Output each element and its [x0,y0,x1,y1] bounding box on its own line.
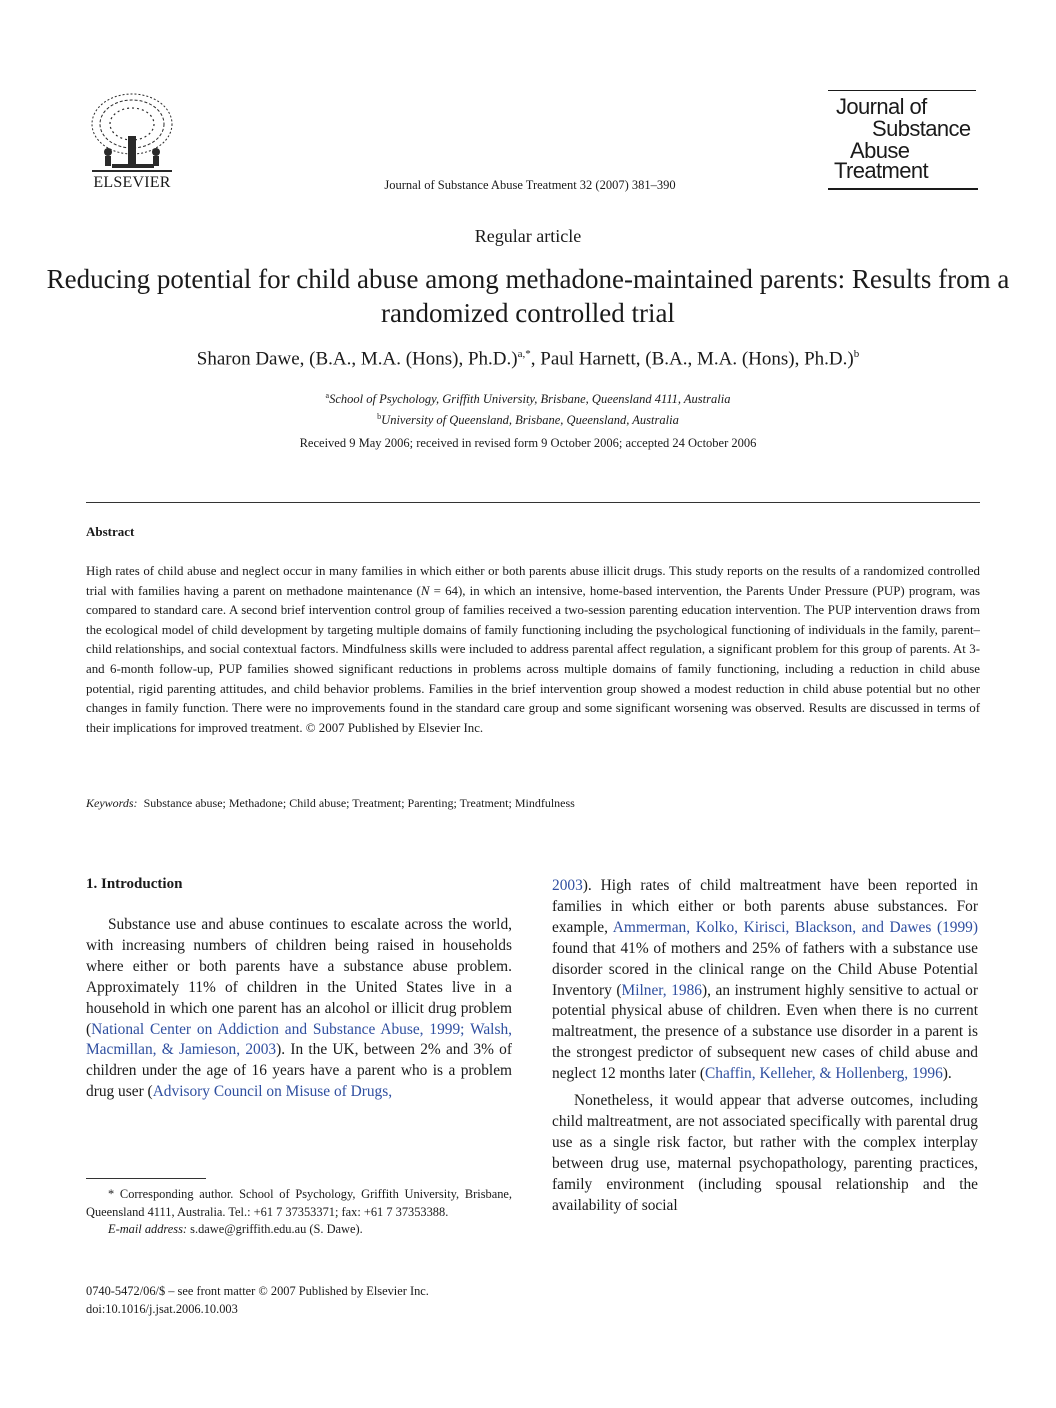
section-heading: 1. Introduction [86,876,183,892]
article-type: Regular article [474,226,582,246]
affiliation-text: School of Psychology, Griffith University, Brisbane, Queensland 4111, Australia [329,392,731,407]
affiliations [40,387,1016,429]
journal-logo-line: Treatment [834,158,929,183]
affiliation-text: University of Queensland, Brisbane, Queensland, Australia [381,413,679,428]
citation-link[interactable]: Milner, 1986 [621,981,702,999]
paragraph-text: ), an instrument highly sensitive to actual or potential physical abuse of children. Even when there is no current maltreatment, the presence of a substance use disorder in a parent is the strongest predictor of subsequent new cases of child abuse and neglect 12 months later ( [552,981,978,1083]
journal-logo-top-rule [828,90,976,91]
abstract-text-part: = 64), in which an intensive, home-based intervention, the Parents Under Pressure (PUP) program, was compared to standard care. A second brief intervention control group of families received a two-session parenting education intervention. The PUP intervention draws from the ecological model of child development by targeting multiple domains of family functioning including the psychological functioning of individuals in the family, parent–child relationships, and social contextual factors. Mindfulness skills were included to address parental affect regulation, a significant problem for this group of parents. At 3- and 6-month follow-up, PUP families showed significant reductions in problems across multiple domains of family functioning, including a reduction in child abuse potential, rigid parenting attitudes, and child behavior problems. Families in the brief intervention group showed a modest reduction in child abuse potential but no other changes in family function. There were no improvements found in the standard care group and some significant worsening was observed. Results are discussed in terms of their implications for improved treatment. © 2007 Published by Elsevier Inc. [86,583,980,735]
email-address[interactable]: s.dawe@griffith.edu.au (S. Dawe). [190,1222,363,1236]
citation-link[interactable]: 2003 [552,877,583,894]
affiliation-mark: b [377,412,382,422]
journal-logo-line: Substance [872,116,971,141]
abstract-body [86,562,980,738]
paragraph-text: Substance use and abuse continues to escalate across the world, with increasing numbers of children being raised in households where either or both parents have a substance abuse problem. Approximately 11% of children in the United States live in a household in which one parent has an alcohol or illicit drug problem ( [86,916,512,1038]
received-dates: Received 9 May 2006; received in revised form 9 October 2006; accepted 24 October 2006 [299,436,757,450]
abstract-heading: Abstract [86,524,135,539]
article-title: Reducing potential for child abuse among methadone-maintained parents: Results from a randomized controlled trial [46,264,1010,328]
author-name: Sharon Dawe, (B.A., M.A. (Hons), Ph.D.) [196,348,518,370]
doi-line[interactable]: doi:10.1016/j.jsat.2006.10.003 [86,1302,238,1316]
paragraph-text: found that 41% of mothers and 25% of fathers with a substance use disorder scored in the clinical range on the Child Abuse Potential Inventory ( [552,939,978,999]
citation-link[interactable]: National Center on Addiction and Substance Abuse, 1999; Walsh, Macmillan, & Jamieson, 2003 [86,1020,512,1059]
author-list: Sharon Dawe, (B.A., M.A. (Hons), Ph.D.)$^{a,*}$, Paul Harnett, (B.A., M.A. (Hons), Ph.D.)$^b$ [196,348,860,370]
issn-doi [86,1282,512,1318]
corresponding-author-footnote [86,1186,512,1239]
journal-logo [828,90,978,190]
paragraph [86,915,512,1103]
author-affiliation-mark: a,* [517,348,531,360]
keywords-list: Substance abuse; Methadone; Child abuse; Treatment; Parenting; Treatment; Mindfulness [143,796,575,810]
paragraph-text: ). In the UK, between 2% and 3% of children under the age of 16 years have a parent who is a problem drug user ( [86,1041,512,1101]
author-name: Paul Harnett, (B.A., M.A. (Hons), Ph.D.) [540,348,854,370]
journal-logo-line: Abuse [850,138,910,163]
sample-size-symbol: N [420,583,430,598]
affiliation-mark: a [325,391,330,400]
affiliation [40,408,1016,429]
paragraph-text: ). High rates of child maltreatment have been reported in families in which either or both parents abuse substances. For example, [552,877,978,936]
journal-logo-bottom-rule [828,188,978,190]
author-affiliation-mark: b [853,348,860,360]
email-label: E-mail address: [108,1222,188,1236]
intro-left-column [86,915,512,1103]
paragraph: Nonetheless, it would appear that adverse outcomes, including child maltreatment, are not associated specifically with parental drug use as a single risk factor, but rather with the complex interplay between drug use, maternal psychopathology, parenting practices, family environment (including spousal relationship and the availability of social [552,1092,978,1214]
citation-link[interactable]: Advisory Council on Misuse of Drugs, [152,1083,393,1101]
paragraph [552,876,978,1085]
citation-link[interactable]: Chaffin, Kelleher, & Hollenberg, 1996 [705,1065,943,1083]
issn-line: 0740-5472/06/$ – see front matter © 2007 Published by Elsevier Inc. [86,1284,429,1298]
footnote-text: * Corresponding author. School of Psychology, Griffith University, Brisbane, Queensland 4111, Australia. Tel.: +61 7 37353371; fax: +61 7 37353388. [86,1187,512,1219]
keywords [86,796,980,811]
publisher-name: ELSEVIER [93,174,171,191]
journal-citation: Journal of Substance Abuse Treatment 32 (2007) 381–390 [384,178,676,192]
email-line [86,1221,512,1239]
intro-right-column [552,876,978,1217]
affiliation [40,387,1016,408]
citation-link[interactable]: Ammerman, Kolko, Kirisci, Blackson, and Dawes (1999) [612,918,978,936]
journal-logo-line: Journal of [836,94,927,119]
keywords-label: Keywords: [86,796,138,810]
paragraph-text: ). [942,1065,952,1083]
abstract-text-part: High rates of child abuse and neglect occur in many families in which either or both parents abuse illicit drugs. This study reports on the results of a randomized controlled trial with families having a parent on methadone maintenance ( [86,564,980,598]
footnote-divider [86,1178,206,1179]
header-divider [86,502,980,503]
